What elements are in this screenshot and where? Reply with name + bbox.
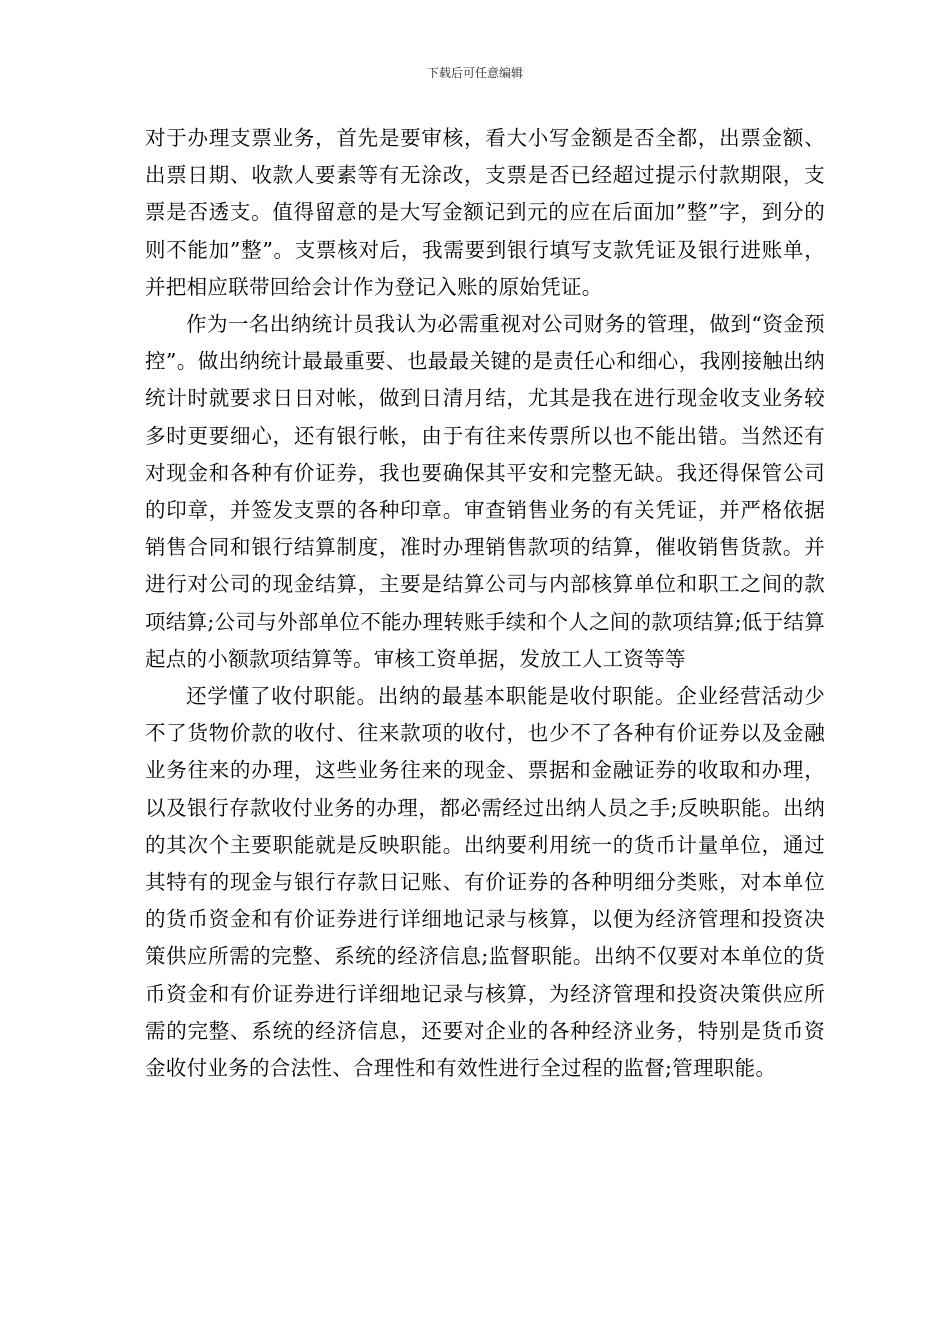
- document-body: [145, 120, 825, 1087]
- paragraph-cashier-functions: 还学懂了收付职能。出纳的最基本职能是收付职能。企业经营活动少不了货物价款的收付、往来款项的收付，也少不了各种有价证券以及金融业务往来的办理，这些业务往来的现金、票据和金融证券的收取和办理，以及银行存款收付业务的办理，都必需经过出纳人员之手;反映职能。出纳的其次个主要职能就是反映职能。出纳要利用统一的货币计量单位，通过其特有的现金与银行存款日记账、有价证券的各种明细分类账，对本单位的货币资金和有价证券进行详细地记录与核算，以便为经济管理和投资决策供应所需的完整、系统的经济信息;监督职能。出纳不仅要对本单位的货币资金和有价证券进行详细地记录与核算，为经济管理和投资决策供应所需的完整、系统的经济信息，还要对企业的各种经济业务，特别是货币资金收付业务的合法性、合理性和有效性进行全过程的监督;管理职能。: [145, 684, 825, 1081]
- paragraph-cheque-review: 对于办理支票业务，首先是要审核，看大小写金额是否全都，出票金额、出票日期、收款人要素等有无涂改，支票是否已经超过提示付款期限，支票是否透支。值得留意的是大写金额记到元的应在后面加”整”字，到分的则不能加”整”。支票核对后，我需要到银行填写支款凭证及银行进账单，并把相应联带回给会计作为登记入账的原始凭证。: [145, 126, 825, 299]
- paragraph-cashier-duties: 作为一名出纳统计员我认为必需重视对公司财务的管理，做到“资金预控”。做出纳统计最最重要、也最最关键的是责任心和细心，我刚接触出纳统计时就要求日日对帐，做到日清月结，尤其是我在进行现金收支业务较多时更要细心，还有银行帐，由于有往来传票所以也不能出错。当然还有对现金和各种有价证券，我也要确保其平安和完整无缺。我还得保管公司的印章，并签发支票的各种印章。审查销售业务的有关凭证，并严格依据销售合同和银行结算制度，准时办理销售款项的结算，催收销售货款。并进行对公司的现金结算，主要是结算公司与内部核算单位和职工之间的款项结算;公司与外部单位不能办理转账手续和个人之间的款项结算;低于结算起点的小额款项结算等。审核工资单据，发放工人工资等等: [145, 312, 826, 671]
- header-note: 下载后可任意编辑: [426, 66, 523, 80]
